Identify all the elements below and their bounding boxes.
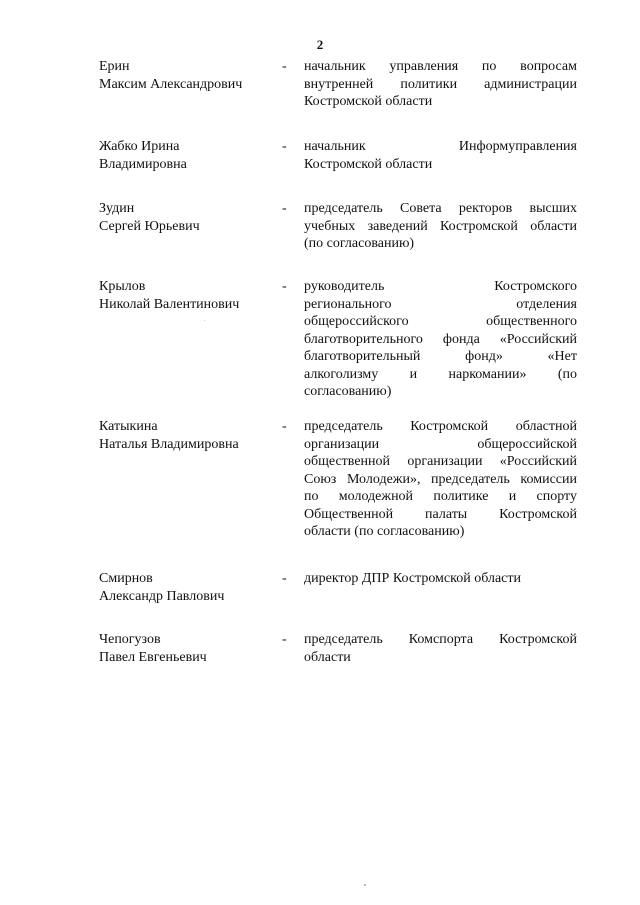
member-given-name: Павел Евгеньевич xyxy=(99,649,207,665)
position-line: учебных заведений Костромской области xyxy=(304,218,577,234)
separator-dash: - xyxy=(282,59,287,74)
member-given-name: Наталья Владимировна xyxy=(99,436,239,452)
member-given-name: Владимировна xyxy=(99,156,187,172)
member-name xyxy=(99,58,279,93)
position-line: начальник управления по вопросам xyxy=(304,59,577,74)
member-given-name: Александр Павлович xyxy=(99,588,225,604)
separator-dash: - xyxy=(282,201,287,216)
member-surname: Катыкина xyxy=(99,419,158,434)
position-line: председатель Костромской областной xyxy=(304,419,577,434)
member-given-name: Максим Александрович xyxy=(99,76,243,92)
position-line: благотворительный фонд» «Нет xyxy=(304,349,577,364)
member-position xyxy=(304,278,577,401)
member-name xyxy=(99,278,279,313)
member-given-name: Николай Валентинович xyxy=(99,296,240,312)
separator-dash: - xyxy=(282,139,287,154)
member-surname: Ерин xyxy=(99,59,130,74)
member-name xyxy=(99,570,279,605)
position-line: общественной организации «Российский xyxy=(304,454,577,469)
position-line: (по согласованию) xyxy=(304,236,415,251)
position-line: области (по согласованию) xyxy=(304,524,465,539)
separator-dash: - xyxy=(282,419,287,434)
position-line: согласованию) xyxy=(304,384,392,399)
member-surname: Крылов xyxy=(99,279,146,294)
position-line: внутренней политики администрации xyxy=(304,76,577,92)
separator-dash: - xyxy=(282,571,287,586)
member-position xyxy=(304,58,577,111)
position-line: области xyxy=(304,649,351,665)
position-line: начальник Информуправления xyxy=(304,139,577,154)
member-given-name: Сергей Юрьевич xyxy=(99,218,200,234)
member-surname: Жабко Ирина xyxy=(99,139,180,154)
scan-artifact xyxy=(204,320,205,321)
separator-dash: - xyxy=(282,632,287,647)
member-position xyxy=(304,418,577,541)
member-name xyxy=(99,138,279,173)
position-line: Союз Молодежи», председатель комиссии xyxy=(304,471,577,487)
position-line: организации общероссийской xyxy=(304,436,577,452)
member-position xyxy=(304,200,577,253)
member-position xyxy=(304,570,577,588)
scan-artifact xyxy=(364,884,366,886)
position-line: общероссийского общественного xyxy=(304,314,577,329)
position-line: директор ДПР Костромской области xyxy=(304,571,522,586)
member-name xyxy=(99,418,279,453)
member-surname: Смирнов xyxy=(99,571,153,586)
member-position xyxy=(304,138,577,173)
page-number: 2 xyxy=(316,37,324,52)
position-line: председатель Комспорта Костромской xyxy=(304,632,577,647)
member-surname: Зудин xyxy=(99,201,135,216)
position-line: Общественной палаты Костромской xyxy=(304,506,577,522)
position-line: по молодежной политике и спорту xyxy=(304,489,577,504)
member-position xyxy=(304,631,577,666)
position-line: Костромской области xyxy=(304,156,433,172)
position-line: благотворительного фонда «Российский xyxy=(304,331,577,347)
position-line: алкоголизму и наркомании» (по xyxy=(304,366,577,382)
position-line: руководитель Костромского xyxy=(304,279,577,294)
member-surname: Чепогузов xyxy=(99,632,161,647)
member-name xyxy=(99,200,279,235)
position-line: Костромской области xyxy=(304,94,433,109)
position-line: председатель Совета ректоров высших xyxy=(304,201,577,216)
position-line: регионального отделения xyxy=(304,296,577,312)
member-name xyxy=(99,631,279,666)
separator-dash: - xyxy=(282,279,287,294)
